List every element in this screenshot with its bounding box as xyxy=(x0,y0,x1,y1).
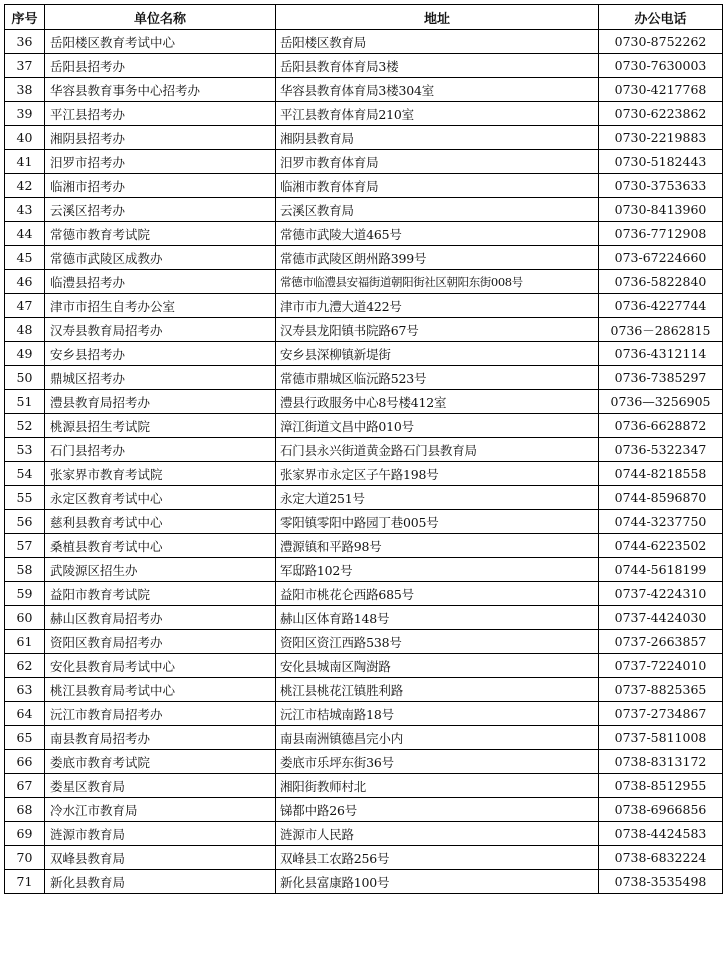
unit-name: 新化县教育局 xyxy=(45,870,276,894)
address: 常德市临澧县安福街道朝阳街社区朝阳东街008号 xyxy=(276,270,599,294)
address: 华容县教育体育局3楼304室 xyxy=(276,78,599,102)
row-number: 43 xyxy=(5,198,45,222)
address: 张家界市永定区子午路198号 xyxy=(276,462,599,486)
address: 汨罗市教育体育局 xyxy=(276,150,599,174)
unit-name: 云溪区招考办 xyxy=(45,198,276,222)
office-phone: 0737-2663857 xyxy=(599,630,723,654)
row-number: 46 xyxy=(5,270,45,294)
table-row xyxy=(5,198,723,222)
table-row xyxy=(5,318,723,342)
office-phone: 0736－2862815 xyxy=(599,318,723,342)
address: 新化县富康路100号 xyxy=(276,870,599,894)
table-row xyxy=(5,822,723,846)
address: 常德市武陵区朗州路399号 xyxy=(276,246,599,270)
address: 益阳市桃花仑西路685号 xyxy=(276,582,599,606)
table-row xyxy=(5,366,723,390)
address: 安乡县深柳镇新堤街 xyxy=(276,342,599,366)
table-row xyxy=(5,750,723,774)
unit-name: 武陵源区招生办 xyxy=(45,558,276,582)
office-phone: 0736-6628872 xyxy=(599,414,723,438)
office-phone: 0738-3535498 xyxy=(599,870,723,894)
address: 零阳镇零阳中路园丁巷005号 xyxy=(276,510,599,534)
table-row xyxy=(5,726,723,750)
table-row xyxy=(5,558,723,582)
office-phone: 0737-7224010 xyxy=(599,654,723,678)
row-number: 50 xyxy=(5,366,45,390)
row-number: 51 xyxy=(5,390,45,414)
address: 南县南洲镇德昌完小内 xyxy=(276,726,599,750)
address: 沅江市桔城南路18号 xyxy=(276,702,599,726)
table-row xyxy=(5,630,723,654)
table-row xyxy=(5,54,723,78)
row-number: 56 xyxy=(5,510,45,534)
row-number: 36 xyxy=(5,30,45,54)
address: 安化县城南区陶澍路 xyxy=(276,654,599,678)
unit-name: 南县教育局招考办 xyxy=(45,726,276,750)
unit-name: 岳阳县招考办 xyxy=(45,54,276,78)
row-number: 37 xyxy=(5,54,45,78)
office-phone: 0736-4312114 xyxy=(599,342,723,366)
header-phone: 办公电话 xyxy=(599,5,723,30)
office-phone: 0736—3256905 xyxy=(599,390,723,414)
office-phone: 0744-6223502 xyxy=(599,534,723,558)
table-row xyxy=(5,78,723,102)
row-number: 63 xyxy=(5,678,45,702)
row-number: 42 xyxy=(5,174,45,198)
unit-name: 冷水江市教育局 xyxy=(45,798,276,822)
table-row xyxy=(5,270,723,294)
row-number: 69 xyxy=(5,822,45,846)
office-phone: 0730-3753633 xyxy=(599,174,723,198)
address: 岳阳县教育体育局3楼 xyxy=(276,54,599,78)
unit-name: 沅江市教育局招考办 xyxy=(45,702,276,726)
unit-name: 安乡县招考办 xyxy=(45,342,276,366)
address: 锑都中路26号 xyxy=(276,798,599,822)
office-phone: 0730-6223862 xyxy=(599,102,723,126)
unit-name: 桑植县教育考试中心 xyxy=(45,534,276,558)
office-phone: 0737-4424030 xyxy=(599,606,723,630)
table-row xyxy=(5,774,723,798)
office-phone: 0736-7712908 xyxy=(599,222,723,246)
unit-name: 张家界市教育考试院 xyxy=(45,462,276,486)
unit-name: 汉寿县教育局招考办 xyxy=(45,318,276,342)
unit-name: 平江县招考办 xyxy=(45,102,276,126)
office-phone: 0730-2219883 xyxy=(599,126,723,150)
row-number: 60 xyxy=(5,606,45,630)
table-row xyxy=(5,702,723,726)
table-row xyxy=(5,606,723,630)
unit-name: 永定区教育考试中心 xyxy=(45,486,276,510)
office-phone: 0730-8752262 xyxy=(599,30,723,54)
table-row xyxy=(5,534,723,558)
row-number: 58 xyxy=(5,558,45,582)
address: 汉寿县龙阳镇书院路67号 xyxy=(276,318,599,342)
table-row xyxy=(5,654,723,678)
address: 湘阴县教育局 xyxy=(276,126,599,150)
office-phone: 0737-4224310 xyxy=(599,582,723,606)
address: 岳阳楼区教育局 xyxy=(276,30,599,54)
row-number: 47 xyxy=(5,294,45,318)
address: 平江县教育体育局210室 xyxy=(276,102,599,126)
office-phone: 0738-8512955 xyxy=(599,774,723,798)
unit-name: 华容县教育事务中心招考办 xyxy=(45,78,276,102)
unit-name: 娄星区教育局 xyxy=(45,774,276,798)
office-phone: 0730-7630003 xyxy=(599,54,723,78)
office-phone: 0730-8413960 xyxy=(599,198,723,222)
unit-name: 临湘市招考办 xyxy=(45,174,276,198)
table-row xyxy=(5,390,723,414)
unit-name: 桃江县教育局考试中心 xyxy=(45,678,276,702)
row-number: 65 xyxy=(5,726,45,750)
office-phone: 0744-5618199 xyxy=(599,558,723,582)
row-number: 55 xyxy=(5,486,45,510)
row-number: 54 xyxy=(5,462,45,486)
address: 澧县行政服务中心8号楼412室 xyxy=(276,390,599,414)
unit-name: 常德市教育考试院 xyxy=(45,222,276,246)
unit-name: 鼎城区招考办 xyxy=(45,366,276,390)
row-number: 44 xyxy=(5,222,45,246)
table-row xyxy=(5,798,723,822)
unit-name: 津市市招生自考办公室 xyxy=(45,294,276,318)
header-no: 序号 xyxy=(5,5,45,30)
address: 津市市九澧大道422号 xyxy=(276,294,599,318)
table-row xyxy=(5,222,723,246)
address: 湘阳街教师村北 xyxy=(276,774,599,798)
row-number: 61 xyxy=(5,630,45,654)
unit-name: 桃源县招生考试院 xyxy=(45,414,276,438)
office-phone: 0736-5822840 xyxy=(599,270,723,294)
address: 石门县永兴街道黄金路石门县教育局 xyxy=(276,438,599,462)
row-number: 40 xyxy=(5,126,45,150)
unit-name: 涟源市教育局 xyxy=(45,822,276,846)
address: 常德市鼎城区临沅路523号 xyxy=(276,366,599,390)
table-row xyxy=(5,342,723,366)
address: 永定大道251号 xyxy=(276,486,599,510)
office-phone: 0736-5322347 xyxy=(599,438,723,462)
office-phone: 0738-4424583 xyxy=(599,822,723,846)
office-phone: 0730-4217768 xyxy=(599,78,723,102)
unit-name: 汨罗市招考办 xyxy=(45,150,276,174)
office-phone: 0744-8596870 xyxy=(599,486,723,510)
unit-name: 澧县教育局招考办 xyxy=(45,390,276,414)
unit-name: 安化县教育局考试中心 xyxy=(45,654,276,678)
unit-name: 赫山区教育局招考办 xyxy=(45,606,276,630)
row-number: 45 xyxy=(5,246,45,270)
header-unit: 单位名称 xyxy=(45,5,276,30)
office-phone: 0736-4227744 xyxy=(599,294,723,318)
table-row xyxy=(5,150,723,174)
table-row xyxy=(5,678,723,702)
table-row xyxy=(5,486,723,510)
office-phone: 0730-5182443 xyxy=(599,150,723,174)
row-number: 70 xyxy=(5,846,45,870)
document-page xyxy=(4,4,723,894)
unit-name: 石门县招考办 xyxy=(45,438,276,462)
row-number: 68 xyxy=(5,798,45,822)
address: 双峰县工农路256号 xyxy=(276,846,599,870)
address: 临湘市教育体育局 xyxy=(276,174,599,198)
row-number: 39 xyxy=(5,102,45,126)
office-phone: 0744-8218558 xyxy=(599,462,723,486)
header-address: 地址 xyxy=(276,5,599,30)
table-row xyxy=(5,102,723,126)
row-number: 49 xyxy=(5,342,45,366)
table-header-row xyxy=(5,5,723,30)
table-row xyxy=(5,126,723,150)
office-phone: 073-67224660 xyxy=(599,246,723,270)
office-phone: 0738-6832224 xyxy=(599,846,723,870)
address: 澧源镇和平路98号 xyxy=(276,534,599,558)
address: 军邸路102号 xyxy=(276,558,599,582)
office-phone: 0737-8825365 xyxy=(599,678,723,702)
unit-name: 湘阴县招考办 xyxy=(45,126,276,150)
office-phone: 0744-3237750 xyxy=(599,510,723,534)
row-number: 59 xyxy=(5,582,45,606)
table-row xyxy=(5,414,723,438)
office-phone: 0738-6966856 xyxy=(599,798,723,822)
table-row xyxy=(5,870,723,894)
address: 涟源市人民路 xyxy=(276,822,599,846)
unit-name: 娄底市教育考试院 xyxy=(45,750,276,774)
address: 桃江县桃花江镇胜利路 xyxy=(276,678,599,702)
table-row xyxy=(5,174,723,198)
unit-name: 益阳市教育考试院 xyxy=(45,582,276,606)
row-number: 48 xyxy=(5,318,45,342)
address: 资阳区资江西路538号 xyxy=(276,630,599,654)
row-number: 53 xyxy=(5,438,45,462)
office-phone: 0738-8313172 xyxy=(599,750,723,774)
unit-name: 岳阳楼区教育考试中心 xyxy=(45,30,276,54)
table-row xyxy=(5,30,723,54)
unit-name: 资阳区教育局招考办 xyxy=(45,630,276,654)
unit-name: 临澧县招考办 xyxy=(45,270,276,294)
row-number: 62 xyxy=(5,654,45,678)
contact-table xyxy=(4,4,723,894)
row-number: 64 xyxy=(5,702,45,726)
address: 漳江街道文昌中路010号 xyxy=(276,414,599,438)
row-number: 41 xyxy=(5,150,45,174)
address: 云溪区教育局 xyxy=(276,198,599,222)
table-row xyxy=(5,246,723,270)
row-number: 57 xyxy=(5,534,45,558)
unit-name: 慈利县教育考试中心 xyxy=(45,510,276,534)
table-row xyxy=(5,510,723,534)
office-phone: 0737-5811008 xyxy=(599,726,723,750)
table-row xyxy=(5,846,723,870)
table-row xyxy=(5,462,723,486)
address: 赫山区体育路148号 xyxy=(276,606,599,630)
row-number: 71 xyxy=(5,870,45,894)
unit-name: 常德市武陵区成教办 xyxy=(45,246,276,270)
unit-name: 双峰县教育局 xyxy=(45,846,276,870)
row-number: 52 xyxy=(5,414,45,438)
address: 常德市武陵大道465号 xyxy=(276,222,599,246)
address: 娄底市乐坪东街36号 xyxy=(276,750,599,774)
row-number: 38 xyxy=(5,78,45,102)
office-phone: 0737-2734867 xyxy=(599,702,723,726)
table-row xyxy=(5,438,723,462)
row-number: 67 xyxy=(5,774,45,798)
row-number: 66 xyxy=(5,750,45,774)
table-body xyxy=(5,30,723,894)
table-row xyxy=(5,582,723,606)
office-phone: 0736-7385297 xyxy=(599,366,723,390)
table-row xyxy=(5,294,723,318)
